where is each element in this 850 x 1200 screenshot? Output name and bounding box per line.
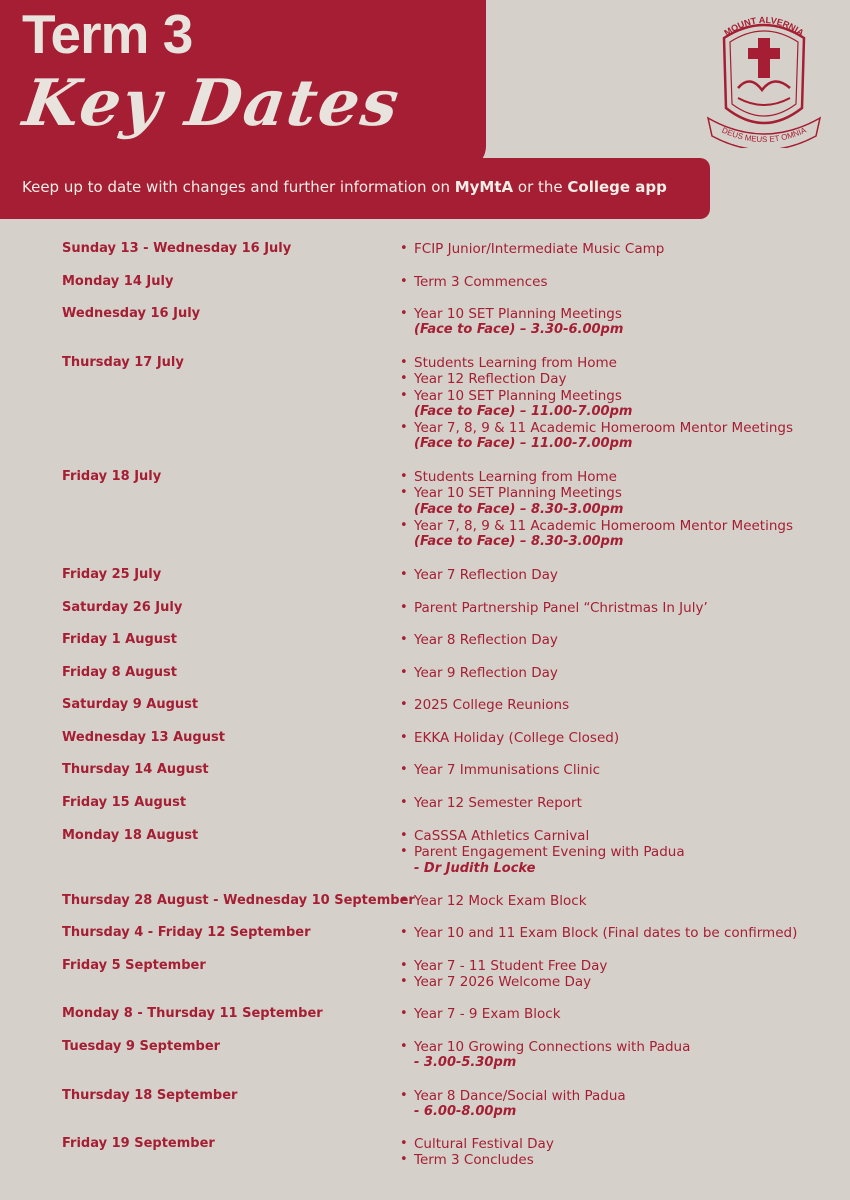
event-items (400, 1039, 830, 1072)
event-item: • Year 8 Reflection Day (400, 632, 830, 648)
college-app-text: College app (567, 178, 667, 196)
event-item: • Year 12 Reflection Day (400, 371, 830, 387)
page-script-title: Key Dates (18, 66, 405, 141)
page-title: Term 3 (22, 3, 193, 65)
subtitle-text: Keep up to date with changes and further information on MyMtA or the College app (22, 178, 667, 196)
event-item: • Students Learning from Home (400, 469, 830, 485)
event-item: • Year 12 Mock Exam Block (400, 893, 830, 909)
event-item-detail: - 6.00-8.00pm (414, 1104, 517, 1120)
event-item: • FCIP Junior/Intermediate Music Camp (400, 241, 830, 257)
event-date: Wednesday 16 July (62, 306, 201, 321)
event-item: • Year 7 - 11 Student Free Day (400, 958, 830, 974)
event-date: Thursday 18 September (62, 1088, 238, 1103)
event-item: • Year 10 SET Planning Meetings (400, 485, 830, 501)
event-date: Tuesday 9 September (62, 1039, 221, 1054)
event-date: Friday 5 September (62, 958, 206, 973)
event-date: Monday 8 - Thursday 11 September (62, 1006, 323, 1021)
event-items (400, 665, 830, 681)
college-crest-logo (704, 8, 824, 148)
event-date: Thursday 14 August (62, 762, 209, 777)
mymta-link-text: MyMtA (454, 178, 514, 196)
event-date: Thursday 28 August - Wednesday 10 September (62, 893, 415, 908)
event-items (400, 469, 830, 550)
event-items (400, 355, 830, 453)
event-item: • EKKA Holiday (College Closed) (400, 730, 830, 746)
event-date: Monday 18 August (62, 828, 199, 843)
event-item-detail: - 3.00-5.30pm (414, 1055, 517, 1071)
event-date: Wednesday 13 August (62, 730, 225, 745)
event-date: Friday 8 August (62, 665, 177, 680)
event-item: • Students Learning from Home (400, 355, 830, 371)
event-date: Sunday 13 - Wednesday 16 July (62, 241, 292, 256)
event-item: • Year 7 - 9 Exam Block (400, 1006, 830, 1022)
event-item: • 2025 College Reunions (400, 697, 830, 713)
svg-text:MOUNT ALVERNIA: MOUNT ALVERNIA (722, 14, 806, 38)
svg-text:DEUS MEUS ET OMNIA: DEUS MEUS ET OMNIA (720, 125, 808, 145)
event-date: Monday 14 July (62, 274, 174, 289)
event-items (400, 925, 830, 941)
event-items (400, 762, 830, 778)
event-item: • Year 7 Immunisations Clinic (400, 762, 830, 778)
event-items (400, 1136, 830, 1169)
event-items (400, 893, 830, 909)
event-item: • Term 3 Concludes (400, 1152, 830, 1168)
event-item-detail: (Face to Face) – 3.30-6.00pm (414, 322, 624, 338)
event-items (400, 697, 830, 713)
event-items (400, 567, 830, 583)
event-item-detail: (Face to Face) – 11.00-7.00pm (414, 436, 633, 452)
event-item: • Year 9 Reflection Day (400, 665, 830, 681)
event-items (400, 958, 830, 991)
event-item: • Year 10 Growing Connections with Padua (400, 1039, 830, 1055)
event-date: Thursday 17 July (62, 355, 184, 370)
event-item: • Year 8 Dance/Social with Padua (400, 1088, 830, 1104)
event-date: Friday 25 July (62, 567, 162, 582)
event-item: • Year 10 SET Planning Meetings (400, 306, 830, 322)
event-item: • Year 10 SET Planning Meetings (400, 388, 830, 404)
event-item: • Year 7 Reflection Day (400, 567, 830, 583)
event-item-detail: (Face to Face) – 11.00-7.00pm (414, 403, 633, 419)
event-items (400, 730, 830, 746)
event-items (400, 828, 830, 877)
event-items (400, 306, 830, 339)
event-item: • Year 7, 8, 9 & 11 Academic Homeroom Mentor Meetings (400, 420, 830, 436)
event-date: Saturday 26 July (62, 600, 183, 615)
event-item-detail: (Face to Face) – 8.30-3.00pm (414, 534, 624, 550)
event-date: Friday 15 August (62, 795, 187, 810)
event-item: • Term 3 Commences (400, 274, 830, 290)
event-item: • Parent Engagement Evening with Padua (400, 844, 830, 860)
event-items (400, 1088, 830, 1121)
event-item: • Year 12 Semester Report (400, 795, 830, 811)
event-items (400, 632, 830, 648)
event-item: • Year 7 2026 Welcome Day (400, 974, 830, 990)
event-date: Friday 19 September (62, 1136, 215, 1151)
event-item: • Year 7, 8, 9 & 11 Academic Homeroom Mentor Meetings (400, 518, 830, 534)
event-date: Saturday 9 August (62, 697, 199, 712)
event-item-detail: (Face to Face) – 8.30-3.00pm (414, 501, 624, 517)
event-item: • Year 10 and 11 Exam Block (Final dates to be confirmed) (400, 925, 830, 941)
event-date: Friday 18 July (62, 469, 162, 484)
event-item: • CaSSSA Athletics Carnival (400, 828, 830, 844)
event-item-detail: - Dr Judith Locke (414, 860, 536, 876)
event-items (400, 600, 830, 616)
event-item: • Parent Partnership Panel “Christmas In July’ (400, 600, 830, 616)
event-items (400, 241, 830, 257)
event-items (400, 795, 830, 811)
event-date: Friday 1 August (62, 632, 177, 647)
event-items (400, 274, 830, 290)
event-items (400, 1006, 830, 1022)
event-date: Thursday 4 - Friday 12 September (62, 925, 311, 940)
event-item: • Cultural Festival Day (400, 1136, 830, 1152)
